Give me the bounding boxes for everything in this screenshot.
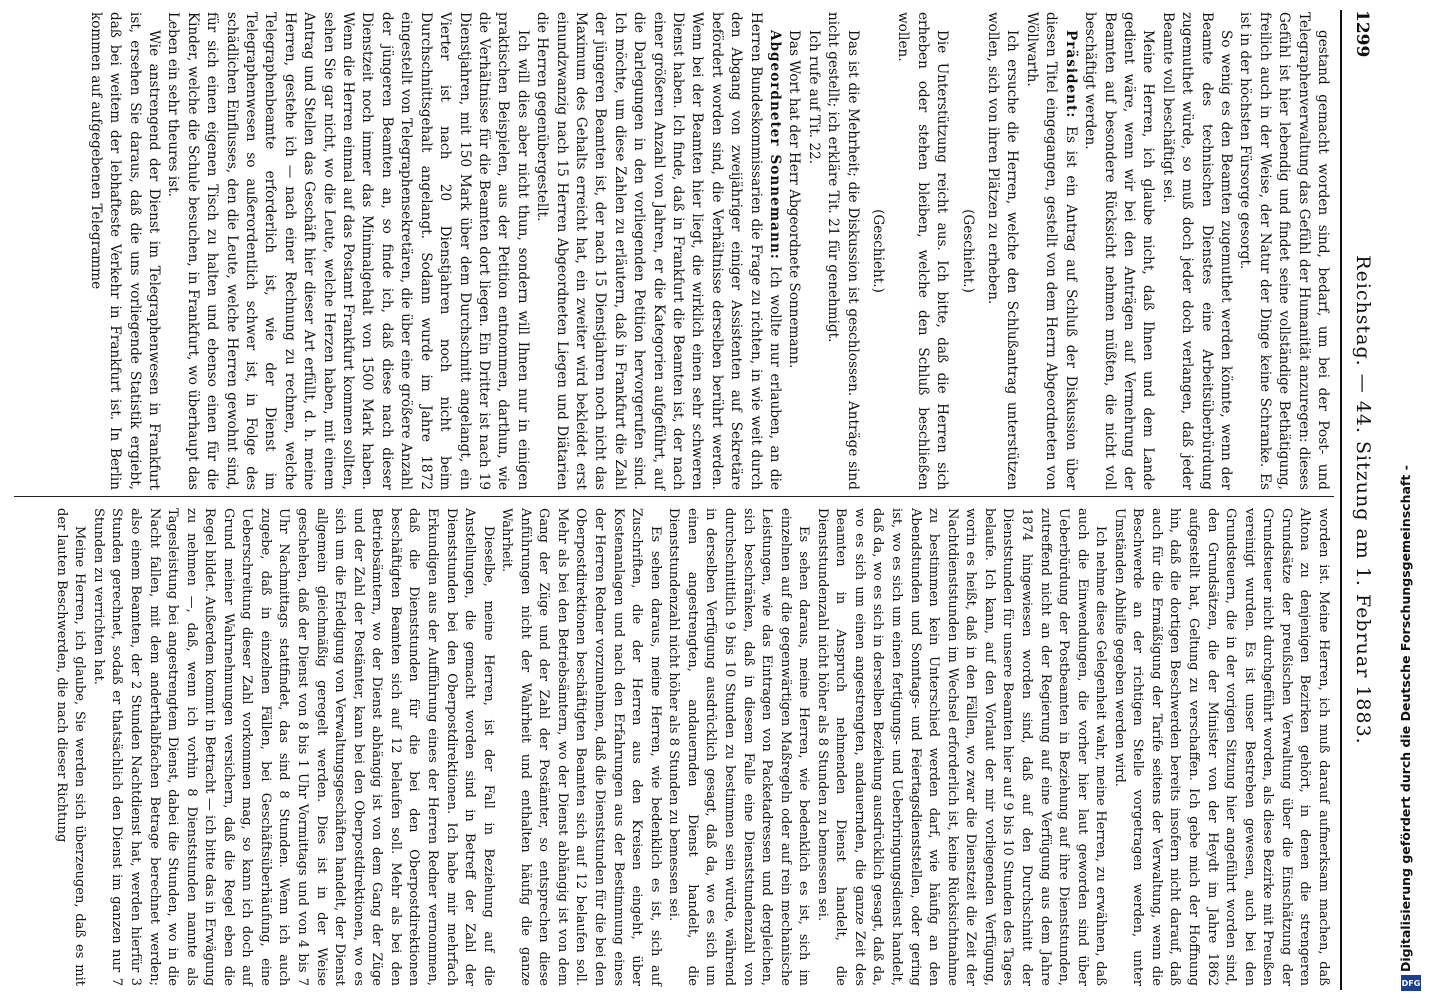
speech-text: Ich wollte nur erlauben, an die Herren Bundeskommissarien die Frage zu richten, in wie weit durch den Abgang von zweijähriger einiger Assistenten auf Sekretäre befördert worden sind, die Verhältnisse derselben berührt werden. Wenn bei der Beamten hier liegt, die wirklich einen sehr schweren Dienst haben. Ich finde, daß in Frankfurt die Beamten ist, der nach einer größeren Anzahl von Jahren, er die Kategorien aufgeführt, auf die Darlegungen in den vorliegenden Petition hervorgerufen sind. Ich möchte, um diese Zahlen zu erläutern, daß in Frankfurt die Zahl der jüngeren Beamten ist, der nach 15 Dienstjahren noch nicht das Maximum des Gehalts erreicht hat, ein zweiter wird bekleidet erst einundzwanzig nach 15 Herren Abgeordneten Liegen und Diätarien die Herren gegenübergestellt. — [534, 12, 784, 490]
paragraph: Ich ersuche die Herren, welche den Schlußantrag unterstützen wollen, sich von ihren Plätzen zu erheben. — [985, 12, 1021, 490]
speaker-paragraph — [1022, 12, 1080, 490]
paragraph: Es sehen daraus, meine Herren, wie bedenklich es ist, sich auf Zuschriften, die der Herren aus den Kreisen eingeht, über Kostenanlagen und nach den Erfahrungen aus der Bestimmung eines der Herren Redner vorzunehmen, daß die Dienststunden für die bei den Oberpostdirektionen beschäftigten Beamten sich auf 12 belaufen soll. Mehr als bei den Betriebsämtern, wo der Dienst abhängig ist von dem Gang der Züge und der Zahl der Postämter, so entsprechen diese Anführungen nicht der Wahrheit und enthalten häufig die ganze Wahrheit. — [499, 508, 663, 986]
paragraph: gestand gemacht worden sind, bedarf, um bei der Post- und Telegraphenverwaltung das Gefühl der Humanität anzuregen: dieses Gefühl ist hier lebendig und findet seine vollständige Bethätigung, freilich auch in der Weise, der Natur der Dinge keine Schranke. Es ist in der höchsten Fürsorge gesorgt. — [1237, 12, 1331, 490]
paragraph: Wie anstrengend der Dienst im Telegraphenwesen in Frankfurt ist, ersehen Sie daraus, daß die uns vorliegende Statistik ergiebt, daß bei weitem der lebhafteste Verkehr in Frankfurt ist. In Berlin kommen auf aufgegebenen Telegramme — [87, 12, 163, 490]
paragraph: Meine Herren, ich glaube, Sie werden sich überzeugen, daß es mit der lauten Beschwerden, die nach dieser Richtung — [53, 508, 88, 986]
paragraph: Meine Herren, ich glaube nicht, daß Ihnen und dem Lande gedient wäre, wenn wir bei den Anträgen auf Vermehrung der Beamten auf besondere Rücksicht nehmen müßten, die nicht voll beschäftigt werden. — [1082, 12, 1157, 490]
paragraph: Ich will dies aber nicht thun, sondern will Ihnen nur in einigen praktischen Beispielen, aus der Petition entnommen, darthun, wie die Verhältnisse für die Beamten dort liegen. Ein Dritter ist nach 19 Dienstjahren, mit 150 Mark über dem Durchschnitt angelangt, ein Vierter ist nach 20 Dienstjahren noch nicht beim Durchschnittsgehalt angelangt. Sodann wurde im Jahre 1872 eingestellt von Telegraphensekretären, die über eine größere Anzahl der jüngeren Beamten an, so finde ich, daß diese nach dieser Dienstzeit noch immer das Minimalgehalt von 1500 Mark haben. Wenn die Herren einmal auf das Postamt Frankfurt kommen sollten, sehen Sie gar nicht, wo die Leute, welche Herzen haben, mit einem Antrag und Stellen das Geschäft hier dieser Art erfüllt, d. h. meine Herren, gestehe ich — nach einer Rechnung zu rechnen, welche Telegraphenbeamte erforderlich ist, wie der Dienst im Telegraphenwesen so außerordentlich schwer ist, in Folge des schädlichen Einflusses, den die Leute, welche Herren gewohnt sind, für sich einen eigenen Tisch zu halten und ebenso einen für die Kinder, welche die Schule besuchen, in Frankfurt, wo überhaupt das Leben ein sehr theures ist. — [165, 12, 531, 490]
paragraph: worden ist. Meine Herren, ich muß darauf aufmerksam machen, daß Altona zu denjenigen Bezirken gehört, in denen die strengeren Grundsätze der preußischen Verwaltung über die Einschätzung der Grundsteuer nicht durchgeführt worden, als diese Bezirke mit Preußen vereinigt wurden. Es ist unser Bestreben gewesen, auch bei den Grundsteuern, die in der vorigen Sitzung hier angeführt worden sind, den Grundsätzen, die der Minister von der Heydt im Jahre 1862 aufgestellt hat, Geltung zu verschaffen. Ich gebe mich der Hoffnung hin, daß die dortigen Beschwerden bereits insofern nicht darauf, daß auch für die Ermäßigung der Tarife seitens der Verwaltung, wenn die Beschwerde an der richtigen Stelle vorgetragen werden, unter Umständen Abhilfe gegeben werden wird. — [1111, 508, 1331, 986]
paragraph: Das Wort hat der Herr Abgeordnete Sonnemann. — [786, 30, 803, 369]
column-divider — [14, 496, 1334, 497]
header-rule — [1340, 10, 1342, 990]
paragraph: Die Unterstützung reicht aus. Ich bitte, daß die Herren sich erheben oder stehen bleiben, welche den Schluß beschließen wollen. — [895, 12, 951, 490]
paragraph: Dieselbe, meine Herren, ist der Fall in Beziehung auf die Anstellungen, die gemacht worden sind in Betreff der Zahl der Dienststunden bei den Oberpostdirektionen. Ich habe mir mehrfach Erkundigen aus der Aufführung eines der Herren Redner vernommen, daß die Dienststunden für die bei den Oberpostdirektionen beschäftigten Beamten sich auf 12 belaufen soll. Mehr als bei den Betriebsämtern, wo der Dienst abhängig ist von dem Gang der Züge und der Zahl der Postämter, kann bei den Oberpostdirektionen, wo es sich um die Erledigung von Verwaltungsgeschäften handelt, der Dienst allgemein gleichmäßig geregelt werden. Dies ist in der Weise geschehen, daß der Dienst von 8 bis 1 Uhr Vormittags und von 4 bis 7 Uhr Nachmittags stattfindet, das sind 8 Stunden. Wenn ich auch zugebe, daß in einzelnen Fällen, bei Geschäftsüberhäufung, eine Ueberschreitung dieser Zahl vorkommen mag, so kann ich doch auf Grund meiner Wahrnehmungen versichern, daß die Regel eben die Regel bildet. Außerdem kommt in Betracht — ich bitte das in Erwägung zu nehmen —, daß, wenn ich vorhin 8 Dienststunden nannte als Tagesleistung bei angestrengtem Dienst, dabei die Stunden, wo in die Nacht fallen, mit dem anderthalbfachen Betrage berechnet werden; also einem Beamten, der 2 Stunden Nachtdienst hat, werden hierfür 3 Stunden gerechnet, sodaß er thatsächlich den Dienst im ganzen nur 7 Stunden zu verrichten hat. — [90, 508, 496, 986]
stage-direction: (Geschieht.) — [870, 209, 887, 293]
speaker-name: Präsident: — [1062, 30, 1079, 119]
paragraph: Das ist die Mehrheit; die Diskussion ist geschlossen. Anträge sind nicht gestellt; ich erkläre Tit. 21 für genehmigt. — [825, 12, 861, 490]
paragraph: Ich rufe auf Tit. 22. — [805, 30, 822, 165]
running-title: Reichstag. — 44. Sitzung am 1. Februar 1883. — [1352, 255, 1374, 745]
speaker-paragraph — [532, 12, 784, 490]
paragraph: Ich nehme diese Gelegenheit wahr, meine Herren, zu erwähnen, daß auch die Einwendungen, die vorher hier laut geworden sind über Ueberbürdung der Postbeamten in Beziehung auf ihre Dienststunden, zutreffend nicht an der Regierung auf eine Verfügung aus dem Jahre 1874 hingewiesen worden sind, daß auf den Durchschnitt der Dienststunden für unsere Beamten hier auf 9 bis 10 Stunden des Tages belaufe. Ich kann, auf den Vorlaut der mir vorliegenden Verfügung, worin es heißt, daß in den Fällen, wo zwar die Dienstzeit die Zeit der Nachtdienststunden im Wechsel erforderlich ist, keine Rücksichtnahme zu bestimmen kein Unterschied werden darf, wie häufig an den Abendstunden und Sonntags- und Feiertagsdienststellen, oder gering ist, wo es sich um einen fertigungs- und Ueberbringungsdienst handelt, daß da, wo es sich in derselben Beziehung ausdrücklich gesagt, daß da, wo es sich um einen angestrengten, andauernden, die ganze Zeit des Beamten in Anspruch nehmenden Dienst handelt, die Dienststundenzahl nicht höher als 8 Stunden zu bemessen sei. — [814, 508, 1109, 986]
page-number: 1299 — [1352, 10, 1372, 58]
speech-text: Es ist ein Antrag auf Schluß der Diskussion über diesen Titel eingegangen, gestellt von dem Herrn Abgeordneten von Wöllwarth. — [1023, 12, 1079, 490]
paragraph: Es sehen daraus, meine Herren, wie bedenklich es ist, sich im einzelnen auf die gegenwärtigen Maßregeln oder auf rein mechanische Leistungen, wie das Eintragen von Packetadressen und dergleichen, sich beschränken, daß in diesem Falle eine Dienststundenzahl von durchschnittlich 9 bis 10 Stunden zu bestimmen sein würde, während in derselben Verfügung ausdrücklich gesagt, daß da, wo es sich um einen angestrengten, andauernden Dienst handelt, die Dienststundenzahl nicht höher als 8 Stunden zu bemessen sei. — [666, 508, 812, 986]
stage-direction: (Geschieht.) — [959, 209, 976, 293]
dfg-logo: DFG — [1401, 975, 1421, 991]
page-header — [1344, 10, 1384, 990]
digitization-credit — [1396, 0, 1426, 1000]
right-column — [51, 508, 1332, 986]
speaker-name: Abgeordneter Sonnemann: — [767, 30, 784, 260]
paragraph: So wenig es den Beamten zugemuthet werden könnte, wenn der Beamte des technischen Dienstes eine Arbeitsüberbürdung zugemuthet würde, so muß doch jeder doch verlangen, daß jeder Beamte voll beschäftigt sei. — [1159, 12, 1234, 490]
left-column — [85, 12, 1332, 490]
credit-text: Digitalisierung gefördert durch die Deutsche Forschungsgemeinschaft - — [1398, 465, 1413, 972]
